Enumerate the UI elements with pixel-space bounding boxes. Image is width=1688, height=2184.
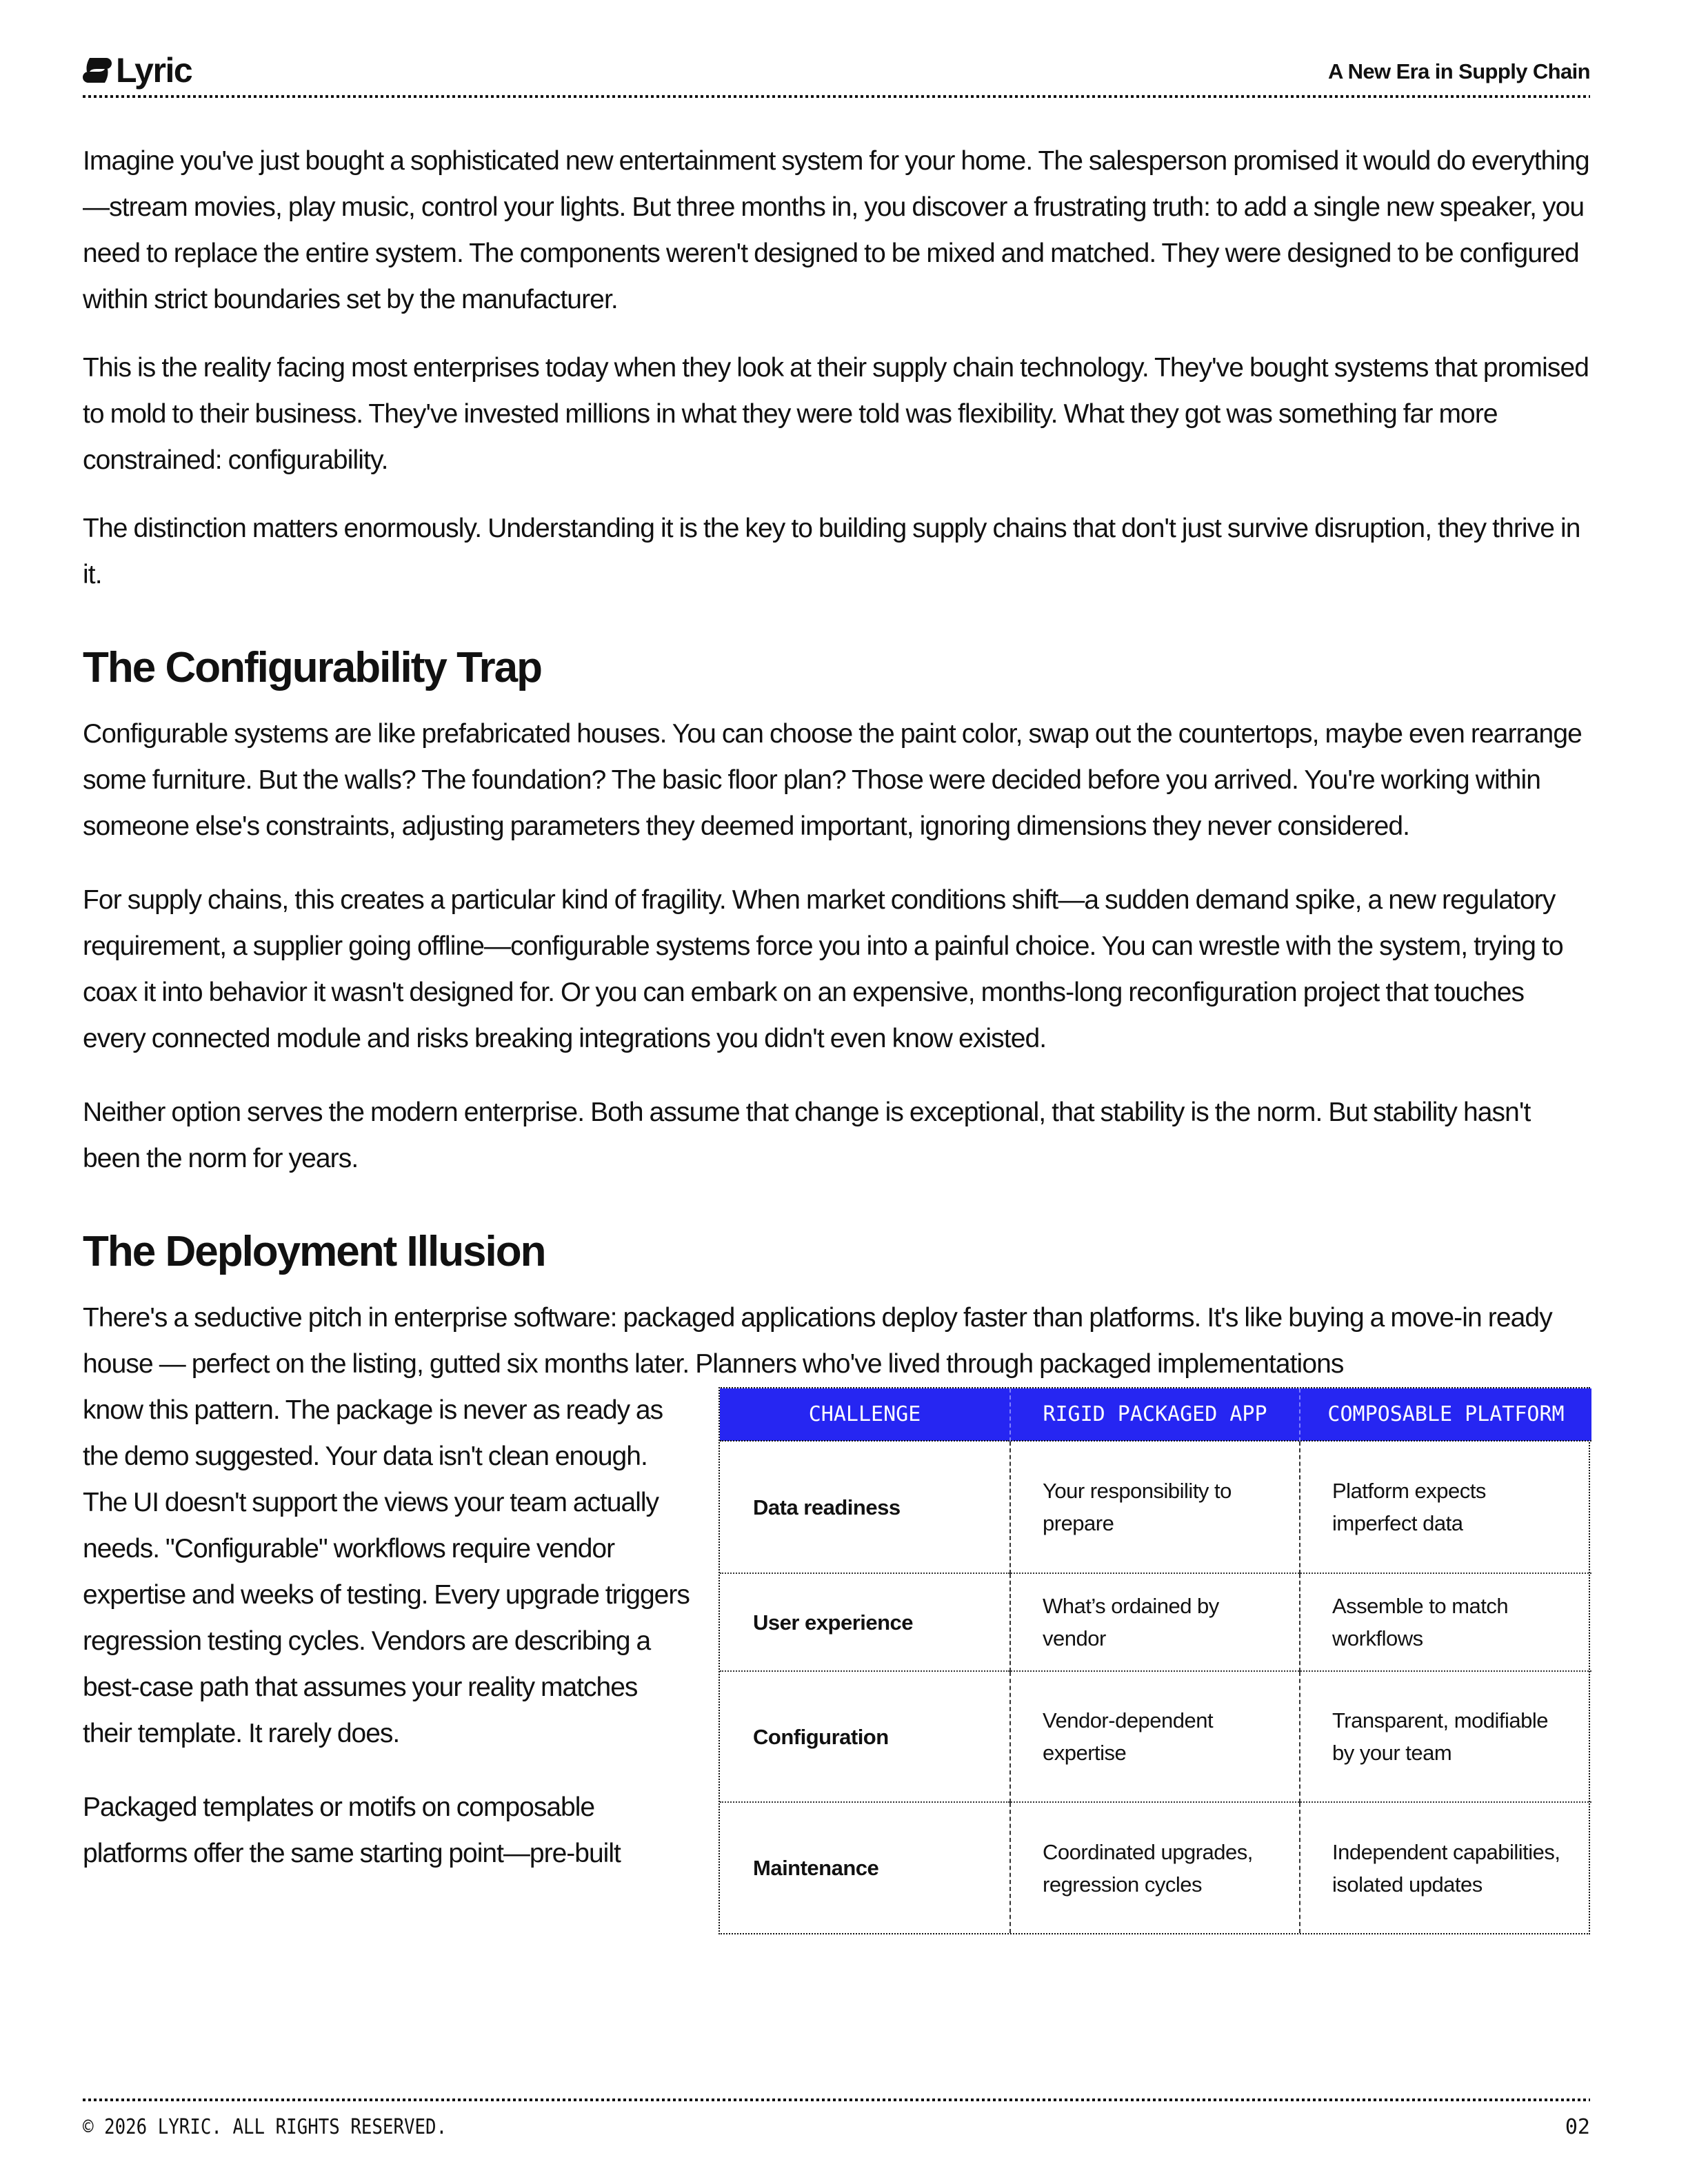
- copyright-text: © 2026 LYRIC. ALL RIGHTS RESERVED.: [83, 2115, 448, 2139]
- section-heading-configurability-trap: The Configurability Trap: [83, 644, 542, 691]
- packaged-app-cell: Coordinated upgrades, regression cycles: [1010, 1802, 1300, 1933]
- side-paragraph: know this pattern. The package is never as ready as the demo suggested. Your data isn't clean enough. The UI doesn't support the views your team actually needs. "Configurable" workflows require vendor expertise and weeks of testing. Every upgrade triggers regression testing cycles. Vendors are describing a best-case path that assumes your reality matches their template. It rarely does.: [83, 1395, 690, 1748]
- footer-divider: [83, 2099, 1590, 2101]
- intro-paragraph: This is the reality facing most enterprises today when they look at their supply chain technology. They've bought systems that promised to mold to their business. They've invested millions in what they were told was flexibility. What they got was something far more constrained: configurability.: [83, 353, 1589, 475]
- comparison-table: [719, 1387, 1590, 1934]
- header-divider: [83, 95, 1590, 98]
- table-row: [720, 1802, 1591, 1933]
- section-paragraph: Neither option serves the modern enterprise. Both assume that change is exceptional, that stability is the norm. But stability hasn't been the norm for years.: [83, 1098, 1531, 1173]
- intro-paragraph: The distinction matters enormously. Understanding it is the key to building supply chains that don't just survive disruption, they thrive in it.: [83, 514, 1580, 589]
- composable-platform-cell: Platform expects imperfect data: [1300, 1441, 1591, 1573]
- logo-text: Lyric: [116, 51, 192, 90]
- composable-platform-cell: Independent capabilities, isolated updates: [1332, 1839, 1560, 1897]
- composable-platform-cell: Assemble to match workflows: [1300, 1573, 1591, 1671]
- article-content: [83, 138, 1590, 1925]
- side-paragraph: Packaged templates or motifs on composable platforms offer the same starting point—pre-built: [83, 1792, 621, 1868]
- page-header: [83, 51, 1590, 98]
- lyric-logo: [83, 51, 192, 90]
- section-heading-deployment-illusion: The Deployment Illusion: [83, 1228, 545, 1275]
- document-page: [83, 0, 1590, 2184]
- intro-paragraph: Imagine you've just bought a sophisticated new entertainment system for your home. The salesperson promised it would do everything—stream movies, play music, control your lights. But three months in, you discover a frustrating truth: to add a single new speaker, you need to replace the entire system. The components weren't designed to be mixed and matched. They were designed to be configured within strict boundaries set by the manufacturer.: [83, 146, 1589, 314]
- document-title: A New Era in Supply Chain: [1327, 59, 1590, 83]
- page-number: 02: [1565, 2115, 1590, 2139]
- table-header-row: [720, 1388, 1591, 1441]
- lyric-logo-icon: [83, 57, 112, 84]
- text-and-table-region: [83, 1387, 1590, 1925]
- challenge-cell: Maintenance: [720, 1802, 1010, 1933]
- table-row: [720, 1441, 1591, 1573]
- side-text-column: [83, 1387, 690, 1877]
- column-header-challenge: CHALLENGE: [720, 1388, 1010, 1441]
- packaged-app-cell: Your responsibility to prepare: [1010, 1441, 1300, 1573]
- composable-platform-cell: Transparent, modifiable by your team: [1300, 1671, 1591, 1802]
- packaged-app-cell: Vendor-dependent expertise: [1010, 1671, 1300, 1802]
- section-lead-paragraph: There's a seductive pitch in enterprise software: packaged applications deploy faster than platforms. It's like buying a move-in ready house — perfect on the listing, gutted six months later. Planners who've lived through packaged implementations: [83, 1303, 1552, 1379]
- table-row: [720, 1573, 1591, 1671]
- section-paragraph: For supply chains, this creates a particular kind of fragility. When market conditions shift—a sudden demand spike, a new regulatory requirement, a supplier going offline—configurable systems force you into a painful choice. You can wrestle with the system, trying to coax it into behavior it wasn't designed for. Or you can embark on an expensive, months-long reconfiguration project that touches every connected module and risks breaking integrations you didn't even know existed.: [83, 885, 1563, 1053]
- table-row: [720, 1671, 1591, 1802]
- challenge-cell: User experience: [720, 1573, 1010, 1671]
- challenge-cell: Data readiness: [720, 1441, 1010, 1573]
- column-header-composable-platform: COMPOSABLE PLATFORM: [1300, 1388, 1591, 1441]
- packaged-app-cell: What’s ordained by vendor: [1010, 1573, 1300, 1671]
- challenge-cell: Configuration: [720, 1671, 1010, 1802]
- column-header-rigid-packaged-app: RIGID PACKAGED APP: [1010, 1388, 1300, 1441]
- section-paragraph: Configurable systems are like prefabricated houses. You can choose the paint color, swap out the countertops, maybe even rearrange some furniture. But the walls? The foundation? The basic floor plan? Those were decided before you arrived. You're working within someone else's constraints, adjusting parameters they deemed important, ignoring dimensions they never considered.: [83, 719, 1582, 841]
